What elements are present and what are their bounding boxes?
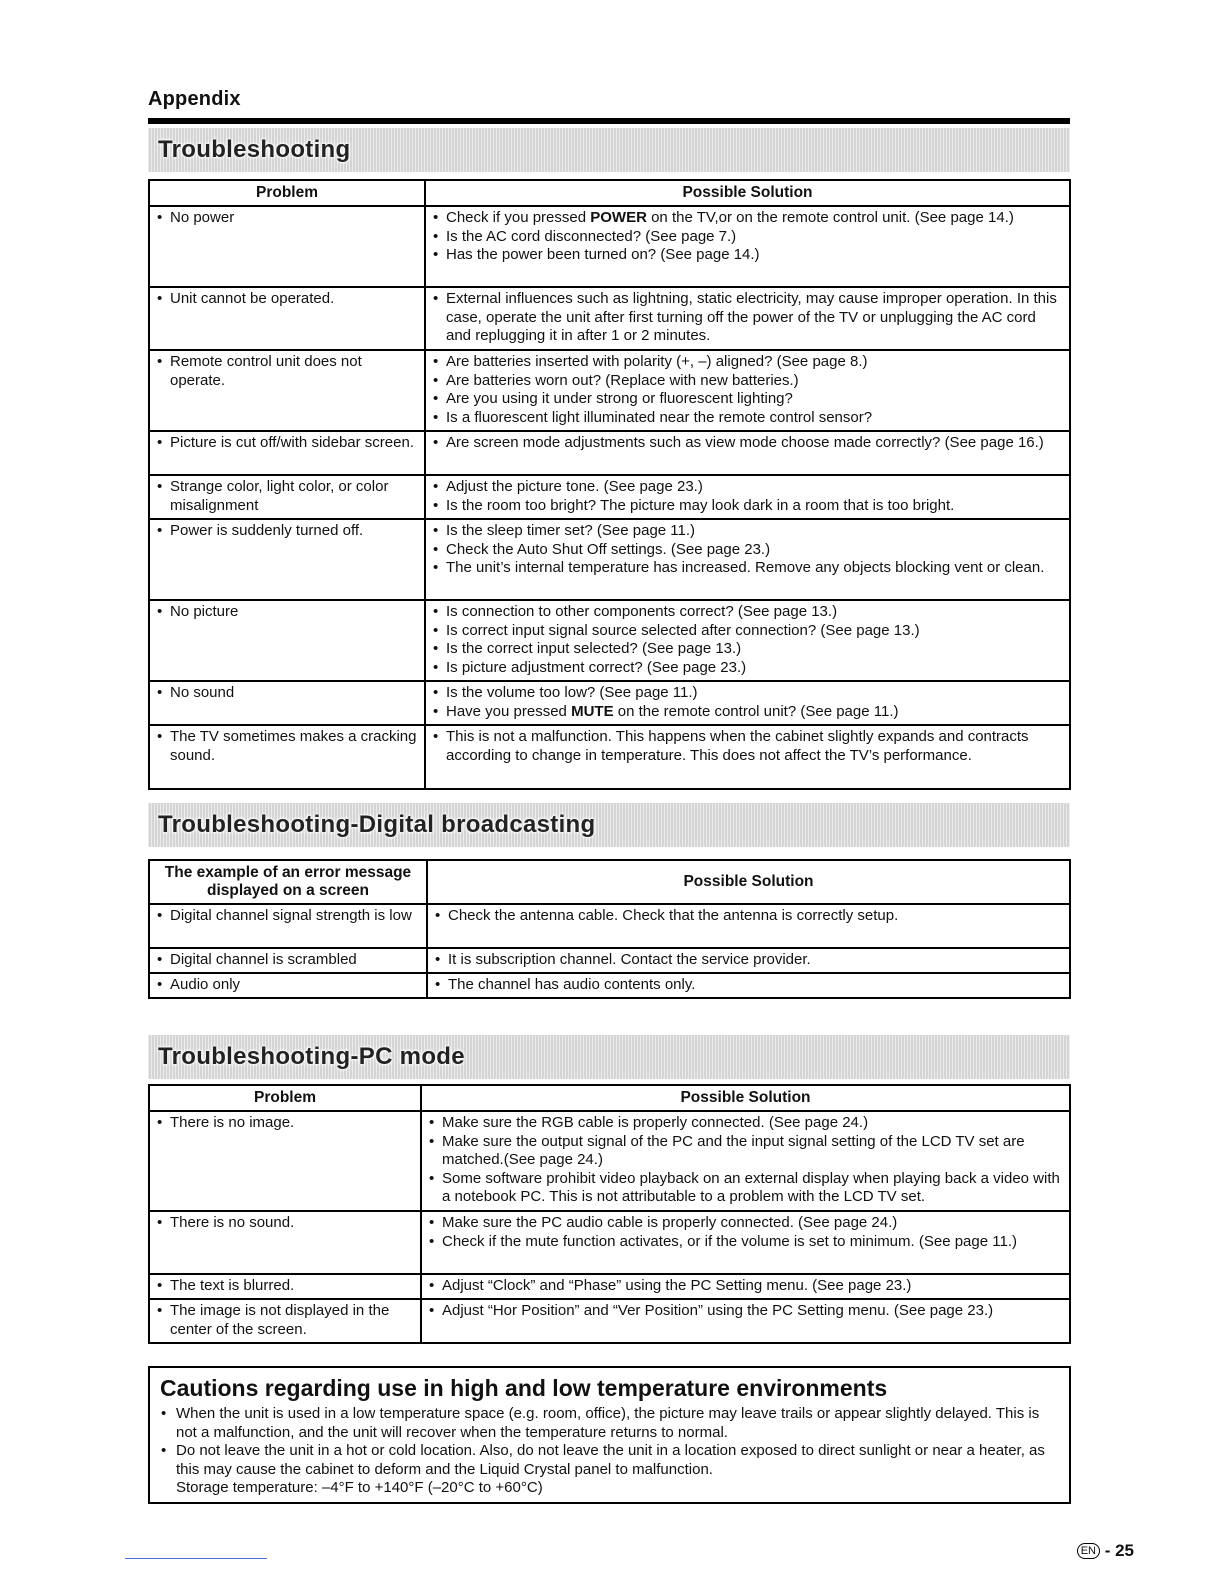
solution-text: Adjust the picture tone. (See page 23.) xyxy=(446,478,703,495)
solution-text: Has the power been turned on? (See page 14.) xyxy=(446,246,760,263)
problem-text: • No picture xyxy=(156,603,418,622)
solution-item xyxy=(432,559,1063,578)
table-row xyxy=(149,948,1070,973)
problem-text: • Strange color, light color, or color misalignment xyxy=(156,478,418,515)
problem-cell xyxy=(149,431,425,475)
page-header: Appendix xyxy=(148,88,241,110)
solution-item xyxy=(432,603,1063,622)
footer-line xyxy=(125,1558,267,1559)
solution-cell xyxy=(425,681,1070,725)
section-banner-digital-broadcasting xyxy=(148,803,1070,847)
solution-cell xyxy=(425,600,1070,681)
digital-broadcasting-table-body xyxy=(149,904,1070,998)
table-row xyxy=(149,519,1070,600)
troubleshooting-table xyxy=(148,179,1071,790)
problem-cell xyxy=(149,1211,421,1274)
problem-cell xyxy=(149,206,425,287)
solution-cell xyxy=(425,350,1070,431)
solution-item xyxy=(428,1302,1063,1321)
solution-item xyxy=(432,434,1063,453)
solution-item xyxy=(428,1114,1063,1133)
page-number xyxy=(1077,1541,1134,1561)
problem-cell xyxy=(149,287,425,350)
solution-cell xyxy=(425,519,1070,600)
problem-text: • There is no sound. xyxy=(156,1214,414,1233)
table-row xyxy=(149,725,1070,789)
table-row xyxy=(149,206,1070,287)
solution-text: Is a fluorescent light illuminated near the remote control sensor? xyxy=(446,408,873,426)
language-badge-icon: EN xyxy=(1077,1543,1100,1559)
solution-item xyxy=(428,1214,1063,1233)
solution-item xyxy=(432,209,1063,228)
problem-text: • The image is not displayed in the center of the screen. xyxy=(156,1302,414,1339)
problem-text: • The text is blurred. xyxy=(156,1277,414,1296)
solution-text: Check if you pressed xyxy=(446,209,591,226)
table-row xyxy=(149,1111,1070,1211)
solution-text: Make sure the PC audio cable is properly connected. (See page 24.) xyxy=(442,1214,898,1231)
solution-item xyxy=(432,622,1063,641)
solution-text: Check if the mute function activates, or if the volume is set to minimum. (See page 11.) xyxy=(442,1232,1017,1250)
problem-cell xyxy=(149,1299,421,1343)
storage-temperature: Storage temperature: –4°F to +140°F (–20°C to +60°C) xyxy=(176,1479,543,1496)
column-header-problem: Problem xyxy=(149,1085,421,1111)
caution-item xyxy=(160,1442,1059,1498)
solution-item xyxy=(432,409,1063,428)
problem-cell xyxy=(149,725,425,789)
table-row xyxy=(149,1211,1070,1274)
solution-item xyxy=(432,228,1063,247)
solution-cell xyxy=(421,1111,1070,1211)
solution-item xyxy=(432,390,1063,409)
problem-text: • Unit cannot be operated. xyxy=(156,290,418,309)
table-row xyxy=(149,1274,1070,1299)
problem-text: • The TV sometimes makes a cracking sound. xyxy=(156,728,418,765)
problem-text: • Digital channel is scrambled xyxy=(156,951,420,970)
column-header-solution: Possible Solution xyxy=(421,1085,1070,1111)
solution-text: Adjust “Clock” and “Phase” using the PC Setting menu. (See page 23.) xyxy=(442,1277,912,1294)
table-row xyxy=(149,681,1070,725)
solution-cell xyxy=(421,1274,1070,1299)
column-header-problem: Problem xyxy=(149,180,425,206)
solution-text: The unit’s internal temperature has increased. Remove any objects blocking vent or clean. xyxy=(446,559,1045,576)
section-title: Troubleshooting xyxy=(158,136,351,163)
solution-text: This is not a malfunction. This happens when the cabinet slightly expands and contracts according to change in temperature. This does not affect the TV’s performance. xyxy=(446,728,1029,764)
solution-item xyxy=(432,728,1063,765)
solution-item: • The channel has audio contents only. xyxy=(434,976,1063,995)
solution-text: Is the volume too low? (See page 11.) xyxy=(446,684,698,701)
solution-cell xyxy=(425,725,1070,789)
problem-text: • There is no image. xyxy=(156,1114,414,1133)
solution-cell xyxy=(425,475,1070,519)
problem-text: • Audio only xyxy=(156,976,420,995)
solution-text: Are screen mode adjustments such as view mode choose made correctly? (See page 16.) xyxy=(446,434,1044,451)
solution-cell xyxy=(427,948,1070,973)
solution-item xyxy=(428,1170,1063,1207)
cautions-box xyxy=(148,1366,1071,1504)
table-row xyxy=(149,287,1070,350)
pc-mode-table-body xyxy=(149,1111,1070,1343)
section-banner-troubleshooting xyxy=(148,128,1070,172)
solution-item xyxy=(432,522,1063,541)
digital-broadcasting-table xyxy=(148,859,1071,999)
problem-cell xyxy=(149,904,427,948)
solution-item xyxy=(428,1233,1063,1252)
table-row xyxy=(149,973,1070,998)
caution-item: • When the unit is used in a low temperature space (e.g. room, office), the picture may leave trails or appear slightly delayed. This is not a malfunction, and the unit will recover when the temperature returns to normal. xyxy=(160,1405,1059,1442)
column-header-error-message: The example of an error message displayed on a screen xyxy=(149,860,427,904)
solution-item xyxy=(432,541,1063,560)
page-number-text: - 25 xyxy=(1104,1541,1134,1560)
solution-text: Is connection to other components correct? (See page 13.) xyxy=(446,603,838,620)
problem-cell xyxy=(149,948,427,973)
solution-text: Are batteries inserted with polarity (+, –) aligned? (See page 8.) xyxy=(446,353,868,370)
problem-cell xyxy=(149,1111,421,1211)
solution-text: on the remote control unit? (See page 11.) xyxy=(613,702,899,720)
solution-text: Is correct input signal source selected after connection? (See page 13.) xyxy=(446,621,920,639)
solution-item xyxy=(432,372,1063,391)
solution-cell xyxy=(421,1299,1070,1343)
solution-cell xyxy=(425,287,1070,350)
solution-text: Are you using it under strong or fluorescent lighting? xyxy=(446,390,793,407)
solution-item xyxy=(432,246,1063,265)
solution-text: Is the AC cord disconnected? (See page 7.) xyxy=(446,227,737,245)
problem-cell xyxy=(149,475,425,519)
problem-cell xyxy=(149,600,425,681)
problem-cell xyxy=(149,519,425,600)
solution-cell xyxy=(425,206,1070,287)
problem-text: • Power is suddenly turned off. xyxy=(156,522,418,541)
solution-cell xyxy=(427,973,1070,998)
solution-text: External influences such as lightning, static electricity, may cause improper operation. In this case, operate the unit after first turning off the power of the TV or unplugging the AC cord and replugging it in after 1 or 2 minutes. xyxy=(446,290,1057,344)
problem-cell xyxy=(149,681,425,725)
solution-text: Have you pressed xyxy=(446,702,572,720)
solution-text: Is the correct input selected? (See page 13.) xyxy=(446,640,742,657)
solution-item: • It is subscription channel. Contact the service provider. xyxy=(434,951,1063,970)
solution-item xyxy=(428,1133,1063,1170)
solution-item xyxy=(432,684,1063,703)
solution-text: Check the Auto Shut Off settings. (See page 23.) xyxy=(446,540,771,558)
solution-cell xyxy=(425,431,1070,475)
solution-item xyxy=(432,497,1063,516)
problem-text: • Digital channel signal strength is low xyxy=(156,907,420,926)
caution-item-text: Do not leave the unit in a hot or cold location. Also, do not leave the unit in a location exposed to direct sunlight or near a heater, as this may cause the cabinet to deform and the Liquid Crystal panel to malfunction. xyxy=(176,1442,1045,1478)
table-row xyxy=(149,904,1070,948)
solution-text: on the TV,or on the remote control unit. (See page 14.) xyxy=(646,209,1014,226)
pc-mode-table xyxy=(148,1084,1071,1344)
solution-text: Is picture adjustment correct? (See page 23.) xyxy=(446,658,747,676)
table-row xyxy=(149,1299,1070,1343)
table-row xyxy=(149,475,1070,519)
button-name: POWER xyxy=(590,209,647,226)
problem-text: • No sound xyxy=(156,684,418,703)
solution-item xyxy=(432,703,1063,722)
problem-cell xyxy=(149,350,425,431)
button-name: MUTE xyxy=(571,702,614,720)
problem-text: • Picture is cut off/with sidebar screen. xyxy=(156,434,418,453)
solution-item xyxy=(432,640,1063,659)
solution-item xyxy=(432,478,1063,497)
column-header-solution: Possible Solution xyxy=(427,860,1070,904)
section-banner-pc-mode xyxy=(148,1035,1070,1079)
problem-cell xyxy=(149,1274,421,1299)
section-title: Troubleshooting-Digital broadcasting xyxy=(158,811,596,838)
solution-cell xyxy=(427,904,1070,948)
section-title: Troubleshooting-PC mode xyxy=(158,1043,465,1070)
solution-text: Is the room too bright? The picture may look dark in a room that is too bright. xyxy=(446,496,955,514)
problem-cell xyxy=(149,973,427,998)
solution-text: Are batteries worn out? (Replace with new batteries.) xyxy=(446,371,799,389)
solution-text: Make sure the RGB cable is properly connected. (See page 24.) xyxy=(442,1114,869,1131)
troubleshooting-table-body xyxy=(149,206,1070,789)
solution-item xyxy=(432,659,1063,678)
solution-cell xyxy=(421,1211,1070,1274)
header-rule xyxy=(148,118,1070,124)
problem-text: • Remote control unit does not operate. xyxy=(156,353,418,390)
column-header-solution: Possible Solution xyxy=(425,180,1070,206)
solution-item xyxy=(432,290,1063,346)
solution-text: Some software prohibit video playback on an external display when playing back a video with a notebook PC. This is not attributable to a problem with the LCD TV set. xyxy=(442,1169,1060,1205)
cautions-title: Cautions regarding use in high and low temperature environments xyxy=(160,1375,888,1401)
solution-text: Make sure the output signal of the PC and the input signal setting of the LCD TV set are matched.(See page 24.) xyxy=(442,1132,1025,1168)
problem-text: • No power xyxy=(156,209,418,228)
table-row xyxy=(149,600,1070,681)
solution-text: Is the sleep timer set? (See page 11.) xyxy=(446,522,696,539)
solution-item xyxy=(432,353,1063,372)
table-row xyxy=(149,431,1070,475)
table-row xyxy=(149,350,1070,431)
solution-item: • Check the antenna cable. Check that the antenna is correctly setup. xyxy=(434,907,1063,926)
solution-text: Adjust “Hor Position” and “Ver Position” using the PC Setting menu. (See page 23.) xyxy=(442,1302,994,1319)
solution-item xyxy=(428,1277,1063,1296)
